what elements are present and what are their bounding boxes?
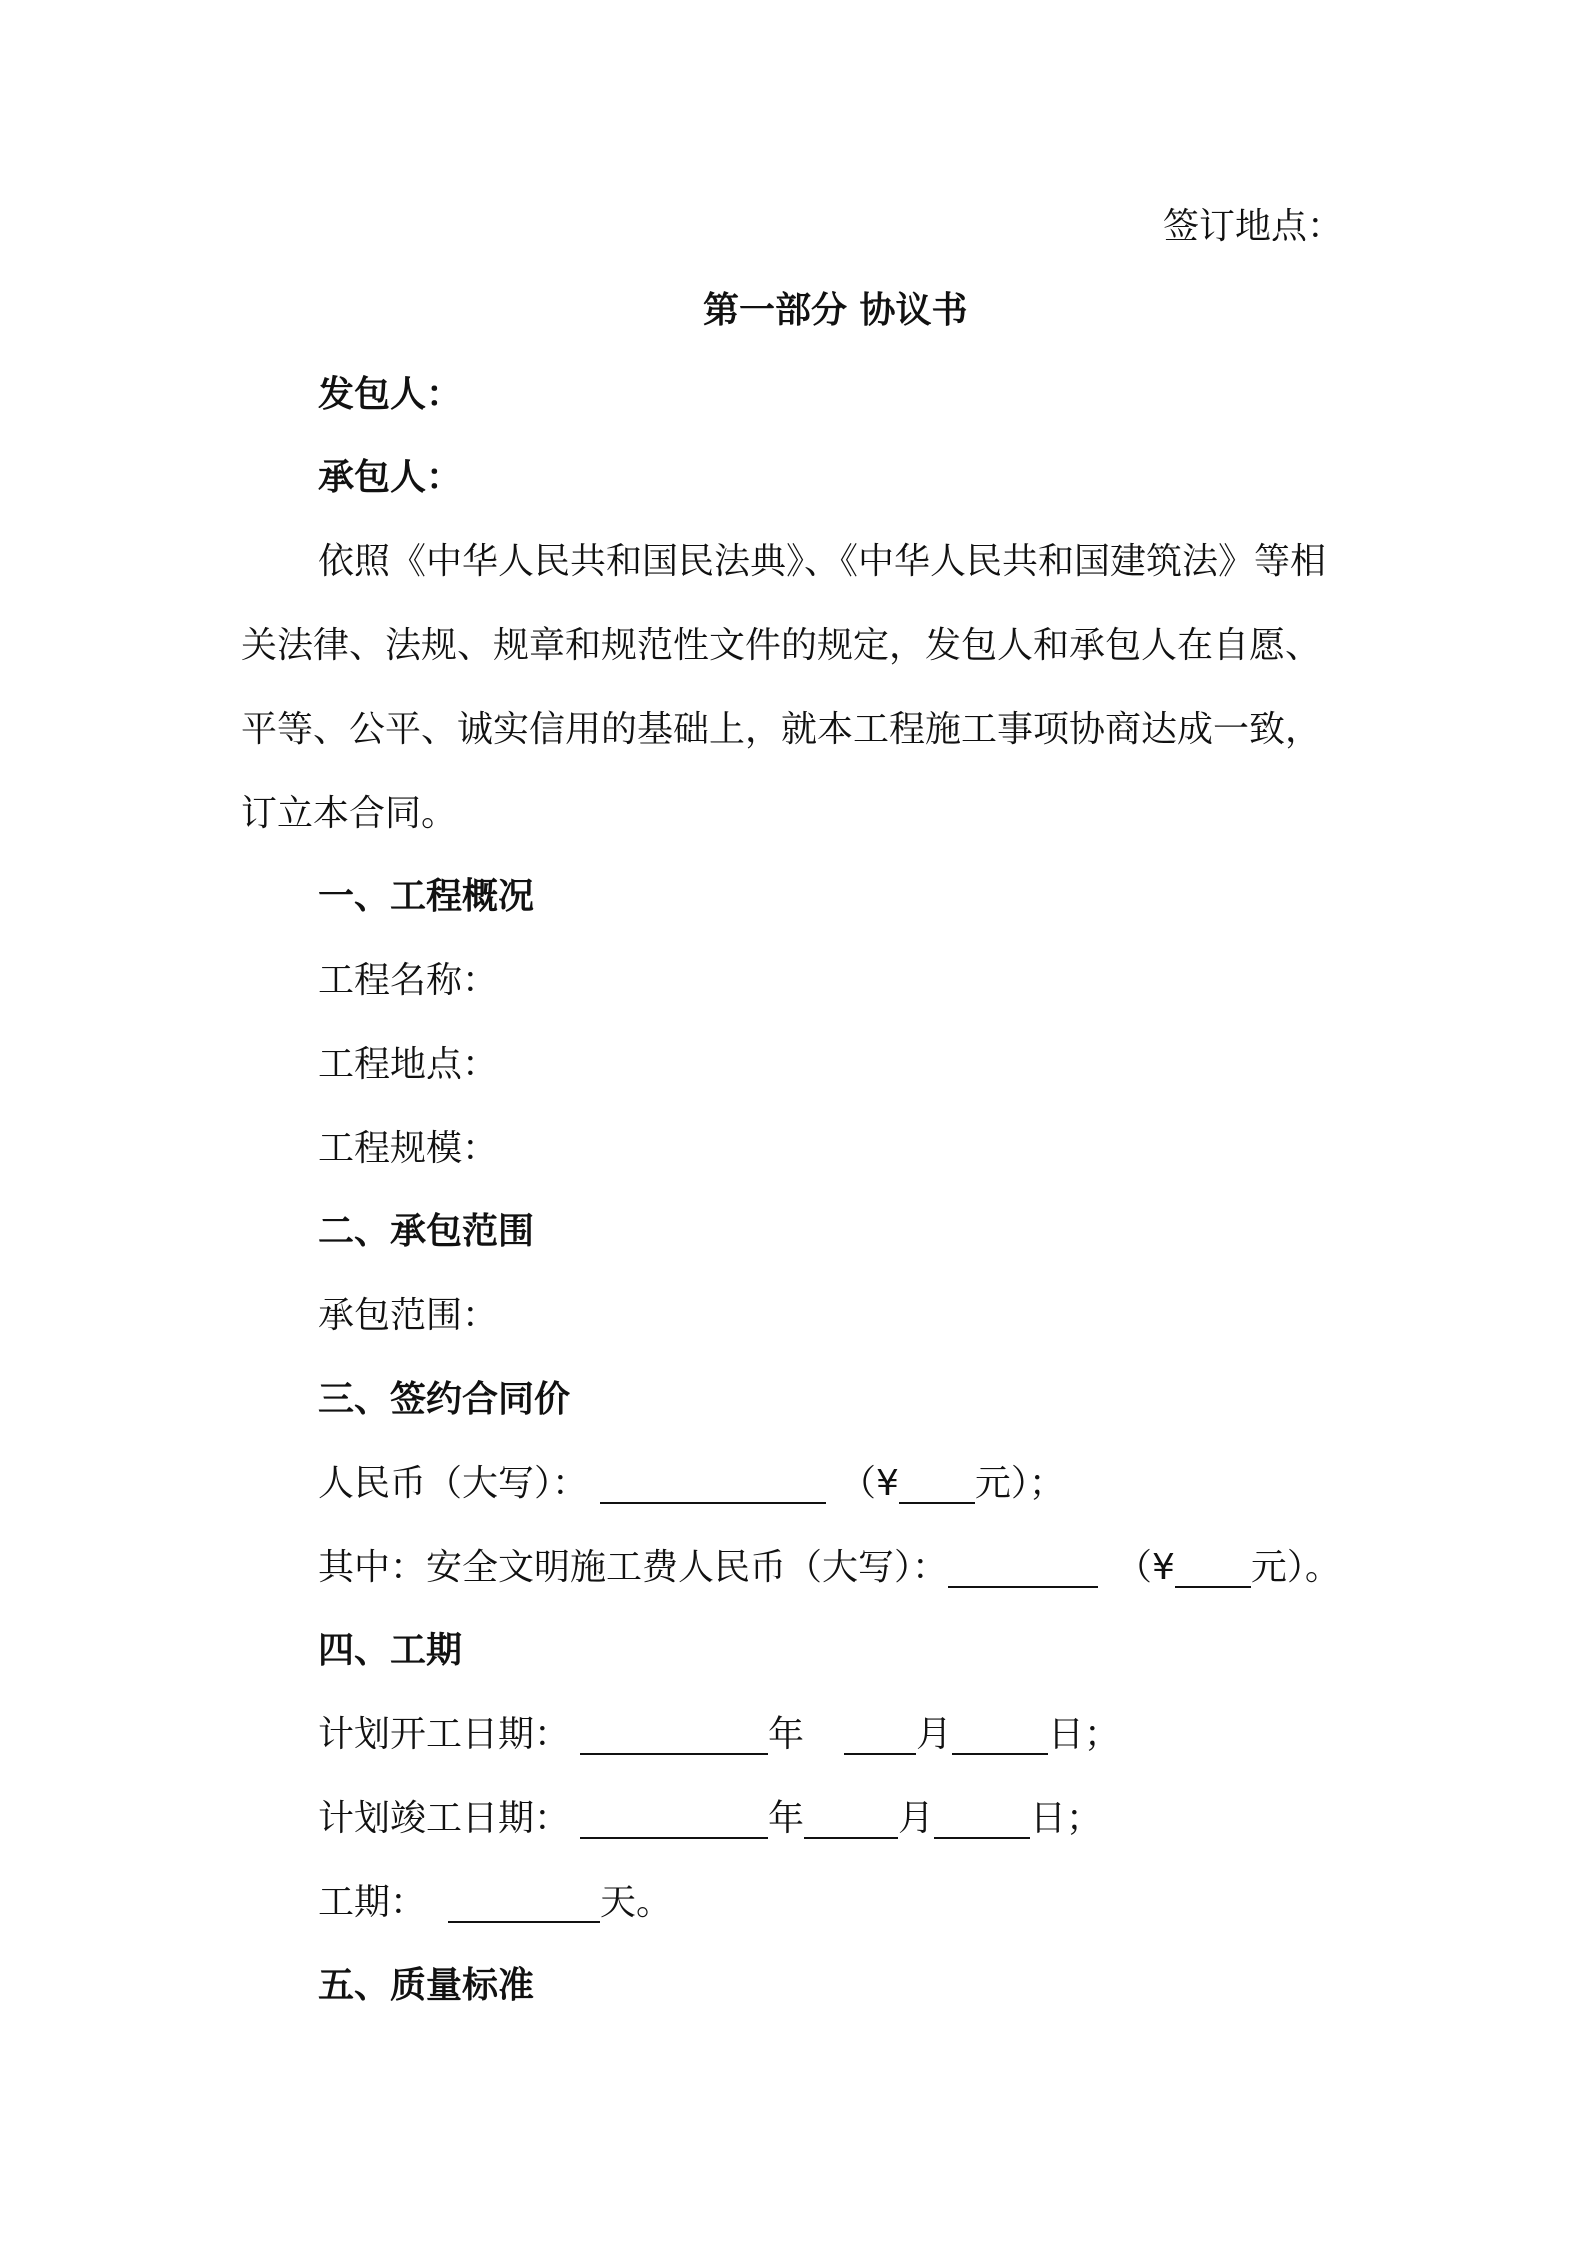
duration-label: 工期： — [318, 1882, 427, 1923]
duration-line — [318, 1881, 672, 1925]
preamble-line-3: 平等、公平、诚实信用的基础上，就本工程施工事项协商达成一致， — [241, 709, 1322, 750]
signing-place-label: 签订地点： — [1163, 206, 1344, 247]
section-3-heading: 三、签约合同价 — [318, 1379, 571, 1420]
start-month-blank[interactable] — [844, 1713, 916, 1755]
start-year-blank[interactable] — [580, 1713, 768, 1755]
contractor-label: 承包人： — [318, 457, 463, 498]
finish-month-blank[interactable] — [804, 1797, 898, 1839]
days-suffix: 天。 — [600, 1882, 673, 1923]
section-5-heading: 五、质量标准 — [318, 1965, 535, 2006]
project-scale-label: 工程规模： — [318, 1128, 499, 1169]
month-unit: 月 — [898, 1798, 935, 1839]
month-unit: 月 — [916, 1714, 953, 1755]
contract-price-line — [318, 1462, 1065, 1506]
preamble-line-2: 关法律、法规、规章和规范性文件的规定，发包人和承包人在自愿、 — [241, 625, 1322, 666]
yuan-close-2: 元）。 — [1250, 1547, 1341, 1588]
day-unit: 日； — [1030, 1798, 1103, 1839]
yen-open: （¥ — [840, 1463, 899, 1504]
preamble-line-1: 依照《中华人民共和国民法典》、《中华人民共和国建筑法》等相 — [318, 541, 1327, 582]
safety-fee-line — [318, 1546, 1341, 1590]
safety-fee-label: 其中：安全文明施工费人民币（大写）： — [318, 1547, 949, 1588]
section-2-heading: 二、承包范围 — [318, 1211, 535, 1252]
yuan-close: 元）； — [974, 1463, 1065, 1504]
employer-label: 发包人： — [318, 374, 463, 415]
finish-year-blank[interactable] — [580, 1797, 768, 1839]
year-unit: 年 — [768, 1714, 805, 1755]
section-1-heading: 一、工程概况 — [318, 876, 535, 917]
project-location-label: 工程地点： — [318, 1044, 499, 1085]
rmb-uppercase-blank[interactable] — [600, 1462, 826, 1504]
project-name-label: 工程名称： — [318, 960, 499, 1001]
day-unit: 日； — [1048, 1714, 1121, 1755]
yen-open-2: （¥ — [1116, 1547, 1175, 1588]
planned-start-label: 计划开工日期： — [318, 1714, 571, 1755]
safety-fee-amount-blank[interactable] — [1175, 1546, 1251, 1588]
yen-amount-blank[interactable] — [899, 1462, 975, 1504]
planned-finish-label: 计划竣工日期： — [318, 1798, 571, 1839]
section-4-heading: 四、工期 — [318, 1630, 463, 1671]
start-day-blank[interactable] — [952, 1713, 1048, 1755]
safety-fee-uppercase-blank[interactable] — [948, 1546, 1098, 1588]
scope-label: 承包范围： — [318, 1295, 499, 1336]
preamble-line-4: 订立本合同。 — [241, 793, 458, 834]
planned-start-line — [318, 1713, 1120, 1757]
rmb-uppercase-label: 人民币（大写）： — [318, 1463, 589, 1504]
duration-days-blank[interactable] — [448, 1881, 600, 1923]
year-unit: 年 — [768, 1798, 805, 1839]
planned-finish-line — [318, 1797, 1102, 1841]
finish-day-blank[interactable] — [934, 1797, 1030, 1839]
document-title: 第一部分 协议书 — [703, 290, 968, 331]
